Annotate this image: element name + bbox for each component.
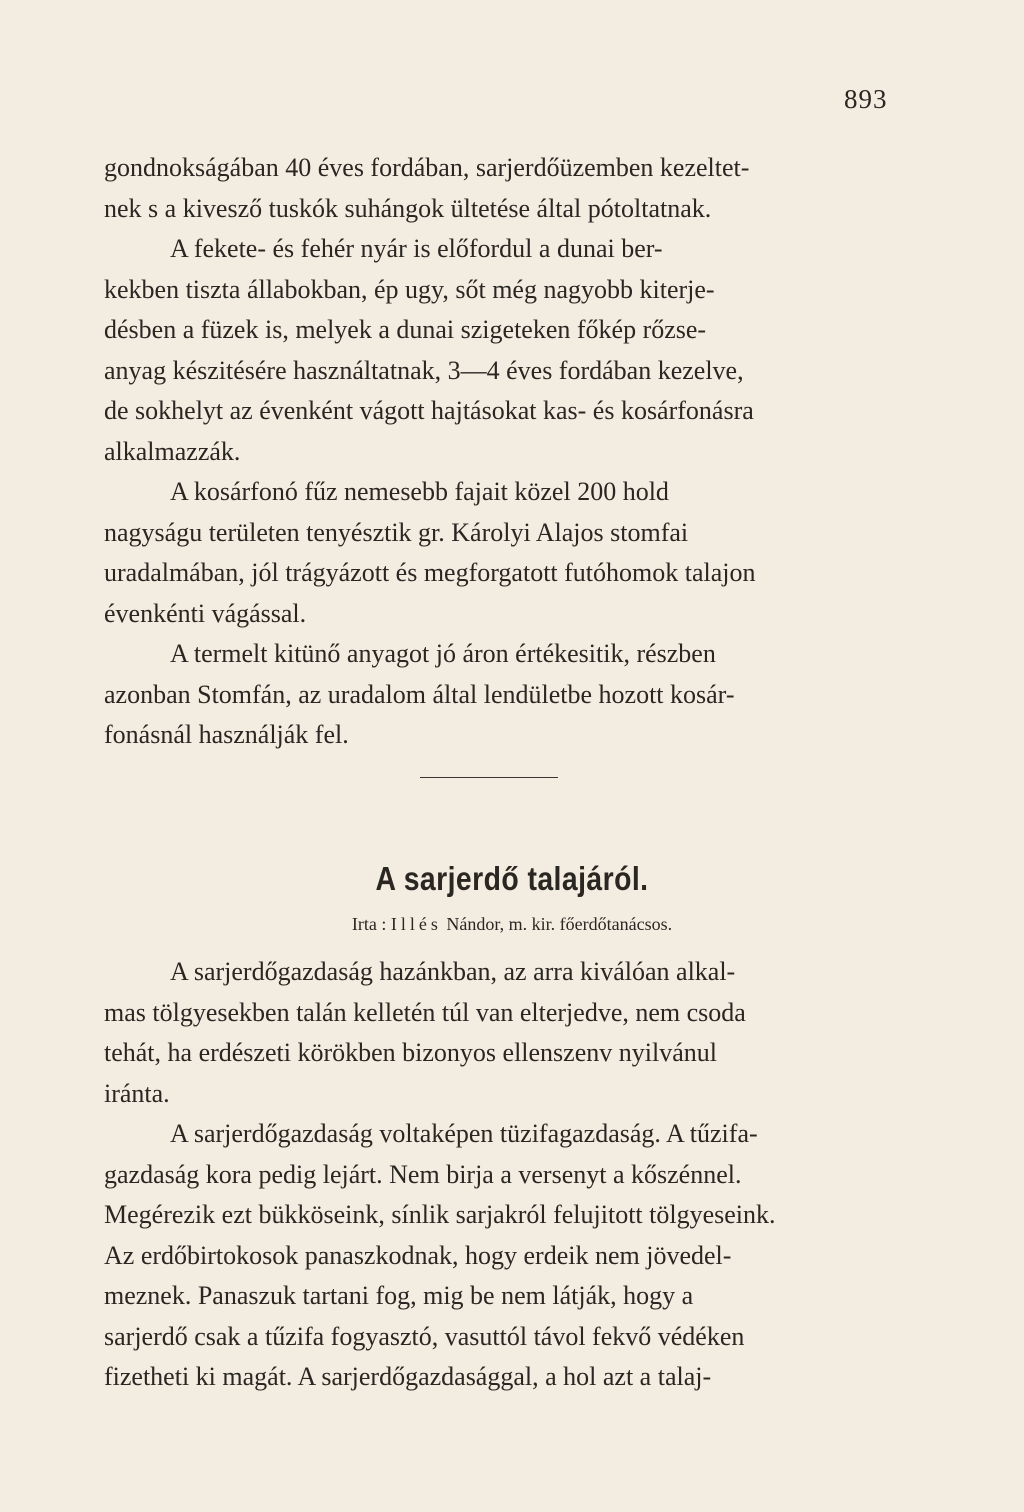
article-title: A sarjerdő talajáról. [375, 860, 649, 897]
text-line: fonásnál használják fel. [104, 720, 349, 749]
text-line: de sokhelyt az évenként vágott hajtásokat kas- és kosárfonásra [104, 396, 754, 425]
byline-author-rest: Nándor, m. kir. főerdőtanácsos. [446, 914, 673, 934]
body-text-top [104, 148, 900, 756]
paragraph [104, 148, 900, 229]
text-line: anyag készitésére használtatnak, 3—4 éves fordában kezelve, [104, 355, 744, 385]
text-line: désben a füzek is, melyek a dunai szigeteken főkép rőzse- [104, 315, 707, 344]
text-line: A fekete- és fehér nyár is előfordul a dunai ber- [170, 234, 663, 263]
text-line: iránta. [104, 1078, 170, 1108]
paragraph [104, 634, 900, 756]
text-line: Megérezik ezt bükköseink, sínlik sarjakról felujitott tölgyeseink. [104, 1200, 776, 1229]
text-line: tehát, ha erdészeti körökben bizonyos ellenszenv nyilvánul [104, 1038, 717, 1067]
text-line: azonban Stomfán, az uradalom által lendületbe hozott kosár- [104, 679, 735, 709]
text-line: mas tölgyesekben talán kelletén túl van elterjedve, nem csoda [104, 997, 746, 1027]
text-line: kekben tiszta állabokban, ép ugy, sőt még nagyobb kiterje- [104, 274, 715, 304]
article-byline [0, 914, 1024, 935]
text-line: A sarjerdőgazdaság voltaképen tüzifagazdaság. A tűzifa- [170, 1119, 758, 1148]
paragraph [104, 952, 900, 1114]
text-line: meznek. Panaszuk tartani fog, mig be nem látják, hogy a [104, 1281, 694, 1310]
text-line: nagyságu területen tenyésztik gr. Károlyi Alajos stomfai [104, 517, 689, 547]
text-line: sarjerdő csak a tűzifa fogyasztó, vasuttól távol fekvő védéken [104, 1321, 745, 1351]
text-line: fizetheti ki magát. A sarjerdőgazdasággal, a hol azt a talaj- [104, 1362, 712, 1391]
section-divider [420, 777, 558, 778]
page-number: 893 [844, 84, 888, 114]
byline-author-surname: Illés [390, 914, 442, 934]
text-line: gazdaság kora pedig lejárt. Nem birja a versenyt a kőszénnel. [104, 1159, 742, 1189]
text-line: alkalmazzák. [104, 436, 241, 466]
text-line: uradalmában, jól trágyázott és megforgatott futóhomok talajon [104, 558, 756, 587]
text-line: A termelt kitünő anyagot jó áron értékesitik, részben [170, 639, 716, 668]
text-line: A kosárfonó fűz nemesebb fajait közel 200 hold [170, 477, 669, 506]
paragraph [104, 229, 900, 472]
text-line: gondnokságában 40 éves fordában, sarjerdőüzemben kezeltet- [104, 153, 750, 182]
paragraph [104, 472, 900, 634]
text-line: A sarjerdőgazdaság hazánkban, az arra kiválóan alkal- [170, 957, 736, 986]
body-text-bottom [104, 952, 900, 1398]
text-line: Az erdőbirtokosok panaszkodnak, hogy erdeik nem jövedel- [104, 1240, 732, 1270]
text-line: évenkénti vágással. [104, 598, 307, 628]
paragraph [104, 1114, 900, 1398]
byline-prefix: Irta : [351, 914, 387, 934]
text-line: nek s a kivesző tuskók suhángok ültetése által pótoltatnak. [104, 193, 712, 223]
